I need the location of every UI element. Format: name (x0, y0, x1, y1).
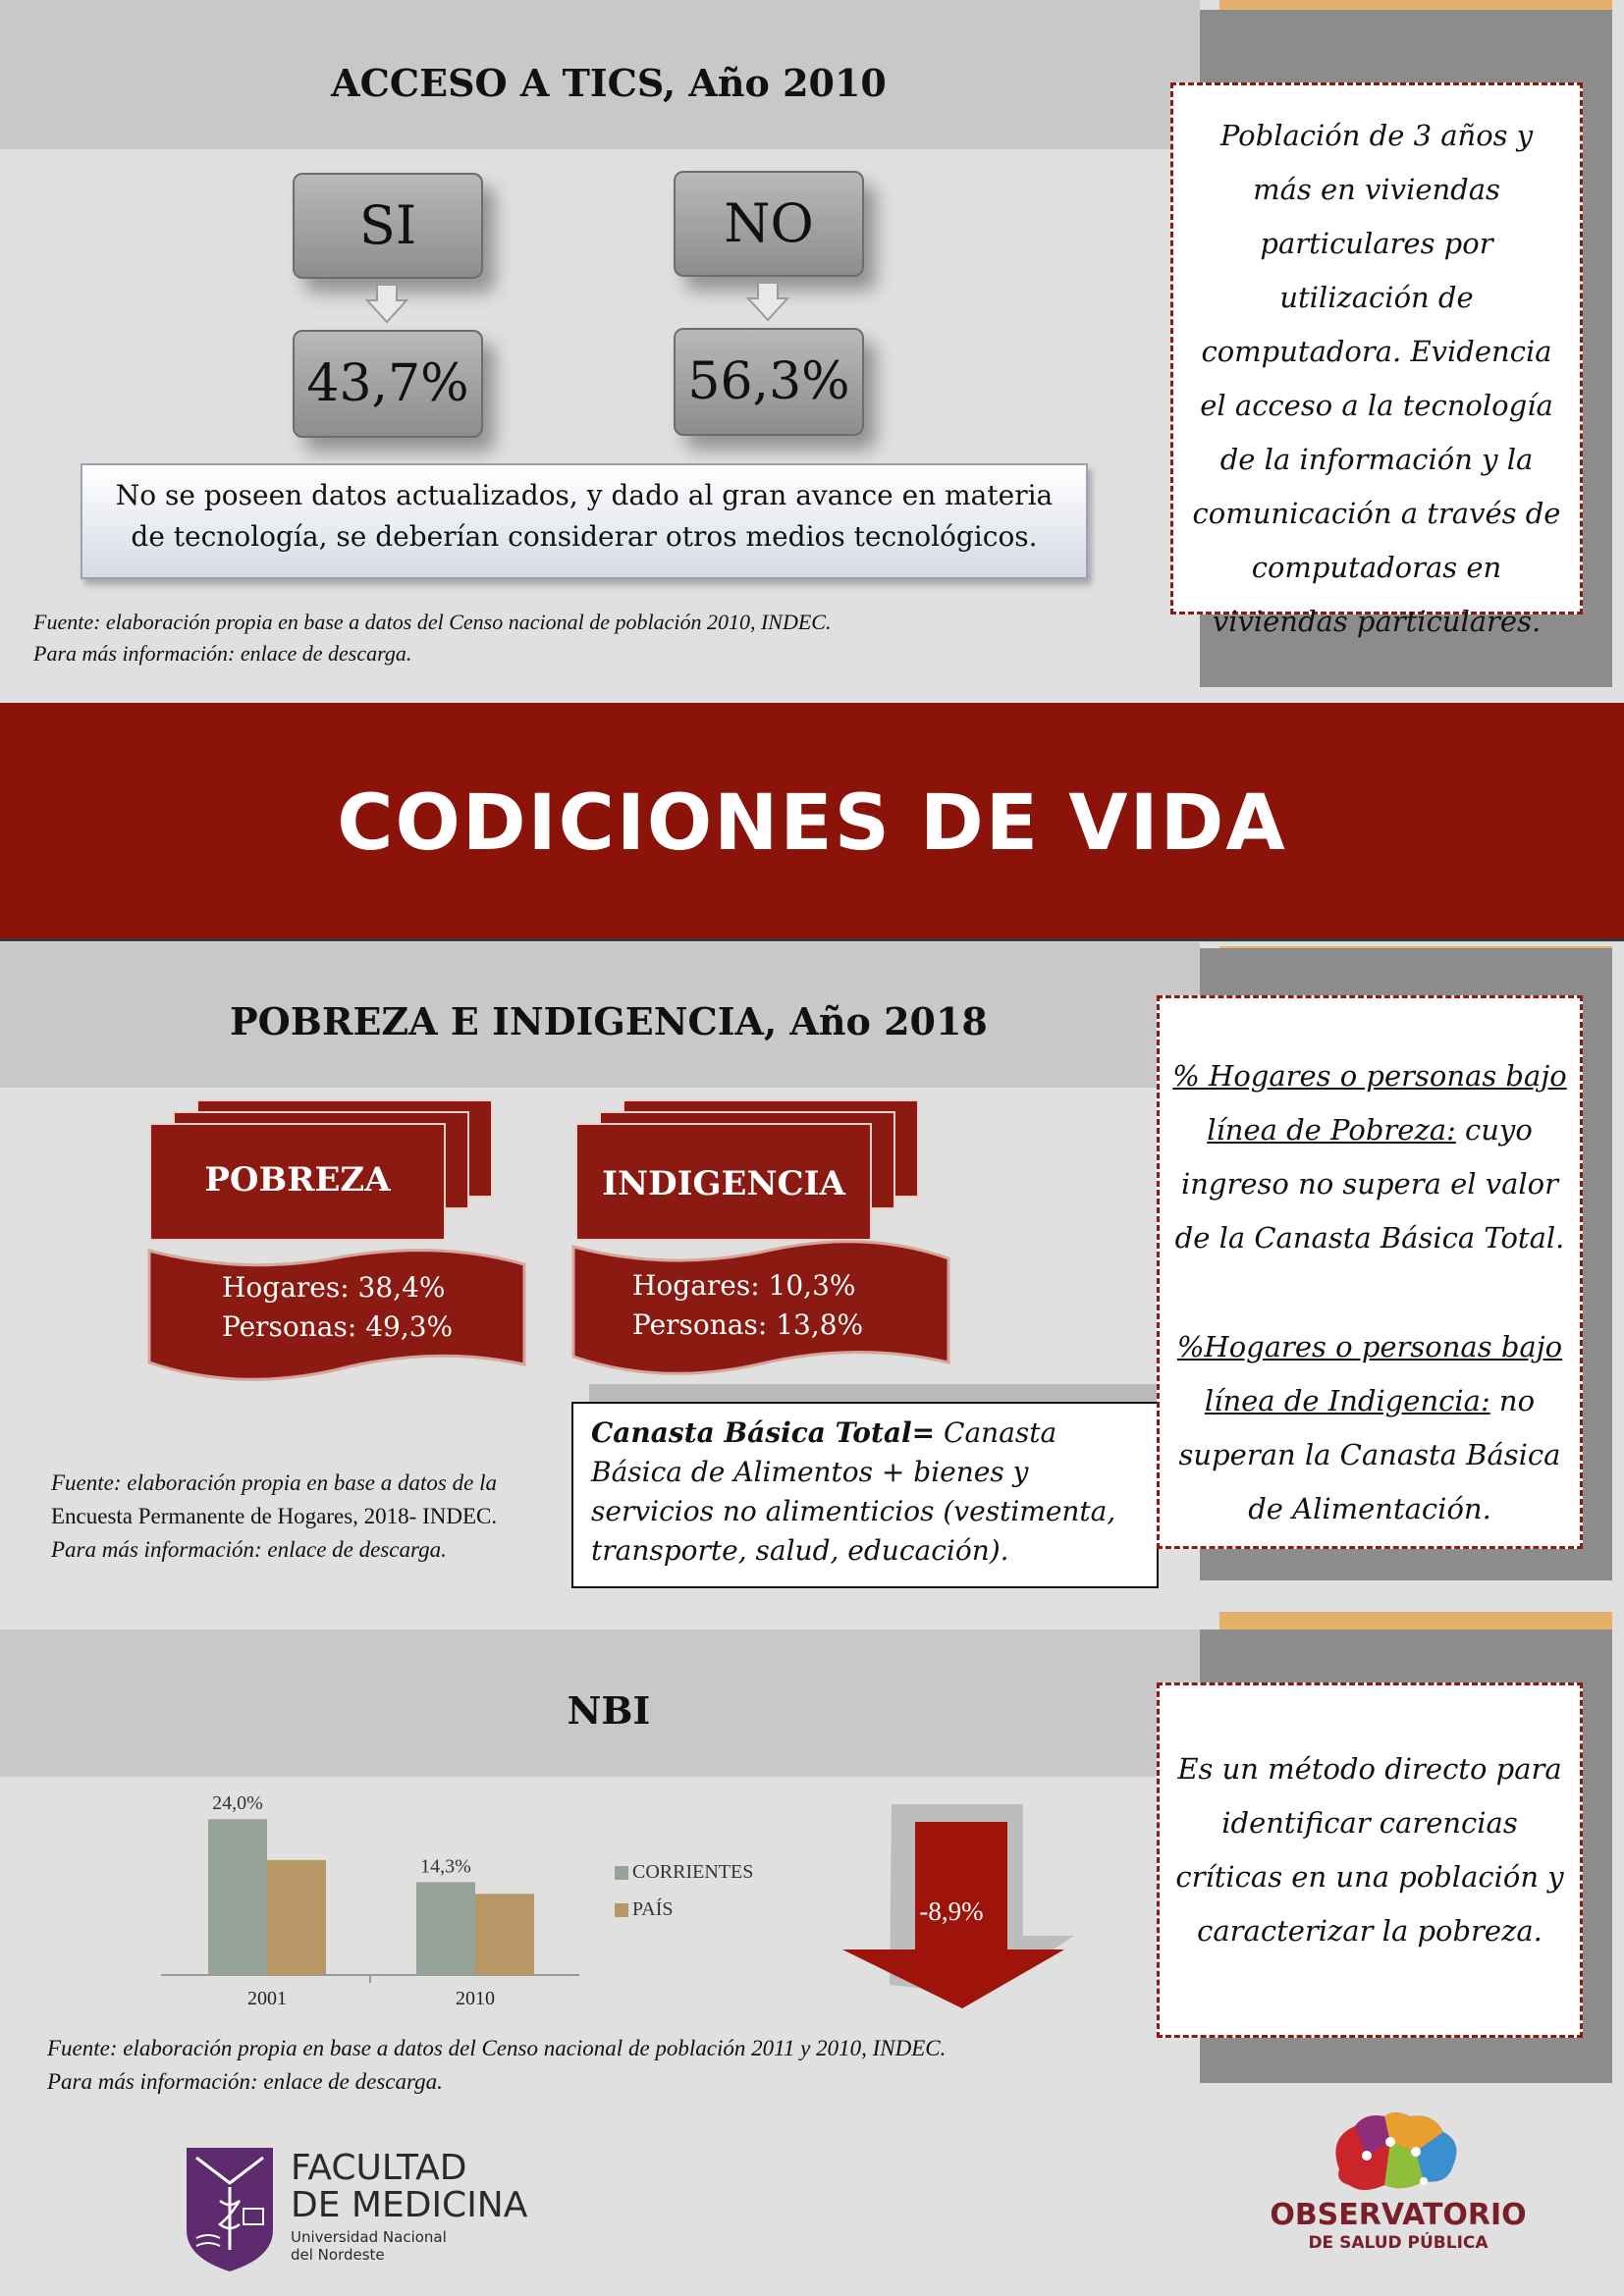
tics-note-text: No se poseen datos actualizados, y dado al gran avance en materia de tecnología, se deberían considerar otros medios tecnológicos. (115, 479, 1054, 553)
facultad-shield-icon (187, 2148, 273, 2273)
si-box: SI (293, 173, 483, 279)
pobreza-side-rest2: no superan la Canasta Básica de Alimentación. (1178, 1384, 1561, 1525)
indigencia-label: INDIGENCIA (602, 1164, 845, 1203)
observatorio-brain-icon (1326, 2109, 1463, 2195)
si-down-arrow-icon (363, 283, 410, 324)
pobreza-side-note (1157, 995, 1583, 1549)
data-label-2010: 14,3% (420, 1855, 471, 1878)
facultad-text (291, 2150, 527, 2264)
pobreza-fuente-line3: Para más información: enlace de descarga. (51, 1537, 447, 1562)
tics-note-box (81, 463, 1088, 579)
canasta-title: Canasta Básica Total= (591, 1416, 936, 1449)
nbi-legend (615, 1861, 753, 1936)
bar-corrientes-2010 (416, 1882, 475, 1975)
tics-side-note: Población de 3 años y más en viviendas particulares por utilización de computadora. Evidencia el acceso a la tecnología de la información y la comunicación a través de computadoras en viviendas particulares. (1170, 82, 1583, 614)
observatorio-line1: OBSERVATORIO (1270, 2198, 1527, 2232)
indigencia-personas: Personas: 13,8% (632, 1308, 864, 1341)
legend-label-corrientes: CORRIENTES (632, 1861, 754, 1883)
banner (0, 703, 1624, 941)
canasta-box (571, 1402, 1159, 1588)
observatorio-line2: DE SALUD PÚBLICA (1308, 2233, 1489, 2253)
tics-title: ACCESO A TICS, Año 2010 (331, 61, 887, 105)
facultad-logo (187, 2148, 273, 2278)
legend-corrientes (615, 1861, 753, 1898)
pobreza-side-def2: %Hogares o personas bajo línea de Indigencia: (1176, 1330, 1563, 1417)
nbi-chart (147, 1777, 599, 2022)
legend-pais (615, 1898, 753, 1936)
pobreza-fuente-line1: Fuente: elaboración propia en base a datos de la (51, 1470, 497, 1495)
no-value-box: 56,3% (674, 328, 864, 436)
indigencia-hogares: Hogares: 10,3% (632, 1269, 856, 1302)
pobreza-hogares: Hogares: 38,4% (222, 1271, 446, 1304)
nbi-fuente-line1: Fuente: elaboración propia en base a datos del Censo nacional de población 2011 y 2010, INDEC. (47, 2036, 947, 2060)
facultad-line1: FACULTAD (291, 2148, 467, 2188)
nbi-fuente-line2: Para más información: enlace de descarga. (47, 2069, 443, 2094)
canasta-text: Canasta Básica de Alimentos + bienes y servicios no alimenticios (vestimenta, transporte, salud, educación). (591, 1416, 1116, 1567)
bar-corrientes-2001 (208, 1819, 267, 1975)
pobreza-side-para1 (1171, 1049, 1568, 1265)
bar-país-2001 (267, 1860, 326, 1975)
x-tick-label-2010: 2010 (456, 1988, 495, 2009)
nbi-title: NBI (567, 1688, 651, 1733)
si-value-box: 43,7% (293, 330, 483, 438)
no-box: NO (674, 171, 864, 277)
pobreza-side-para2 (1171, 1320, 1568, 1536)
banner-title: CODICIONES DE VIDA (337, 779, 1287, 868)
observatorio-text (1269, 2199, 1528, 2254)
no-down-arrow-icon (744, 281, 791, 322)
nbi-diff-value: -8,9% (919, 1896, 984, 1926)
data-label-2001: 24,0% (212, 1792, 263, 1815)
facultad-line3: Universidad Nacional (291, 2228, 447, 2246)
legend-label-pais: PAÍS (632, 1898, 674, 1920)
nbi-side-note: Es un método directo para identificar carencias críticas en una población y caracterizar la pobreza. (1157, 1682, 1583, 2038)
observatorio-logo (1326, 2109, 1463, 2200)
pobreza-side-rest1: cuyo ingreso no supera el valor de la Canasta Básica Total. (1174, 1113, 1565, 1255)
facultad-line2: DE MEDICINA (291, 2185, 528, 2225)
tics-fuente-line1: Fuente: elaboración propia en base a datos del Censo nacional de población 2010, INDEC. (33, 610, 832, 634)
pobreza-title: POBREZA E INDIGENCIA, Año 2018 (230, 999, 988, 1043)
pobreza-personas: Personas: 49,3% (222, 1310, 454, 1343)
bar-país-2010 (475, 1894, 534, 1975)
pobreza-label: POBREZA (204, 1160, 391, 1200)
facultad-line4: del Nordeste (291, 2246, 385, 2264)
pobreza-fuente-line2: Encuesta Permanente de Hogares, 2018- INDEC. (51, 1504, 498, 1528)
legend-swatch-pais (615, 1903, 628, 1917)
legend-swatch-corrientes (615, 1866, 628, 1880)
tics-fuente-line2: Para más información: enlace de descarga. (33, 641, 412, 666)
pobreza-side-def1: % Hogares o personas bajo línea de Pobreza: (1172, 1059, 1567, 1147)
x-tick-label-2001: 2001 (247, 1988, 287, 2009)
